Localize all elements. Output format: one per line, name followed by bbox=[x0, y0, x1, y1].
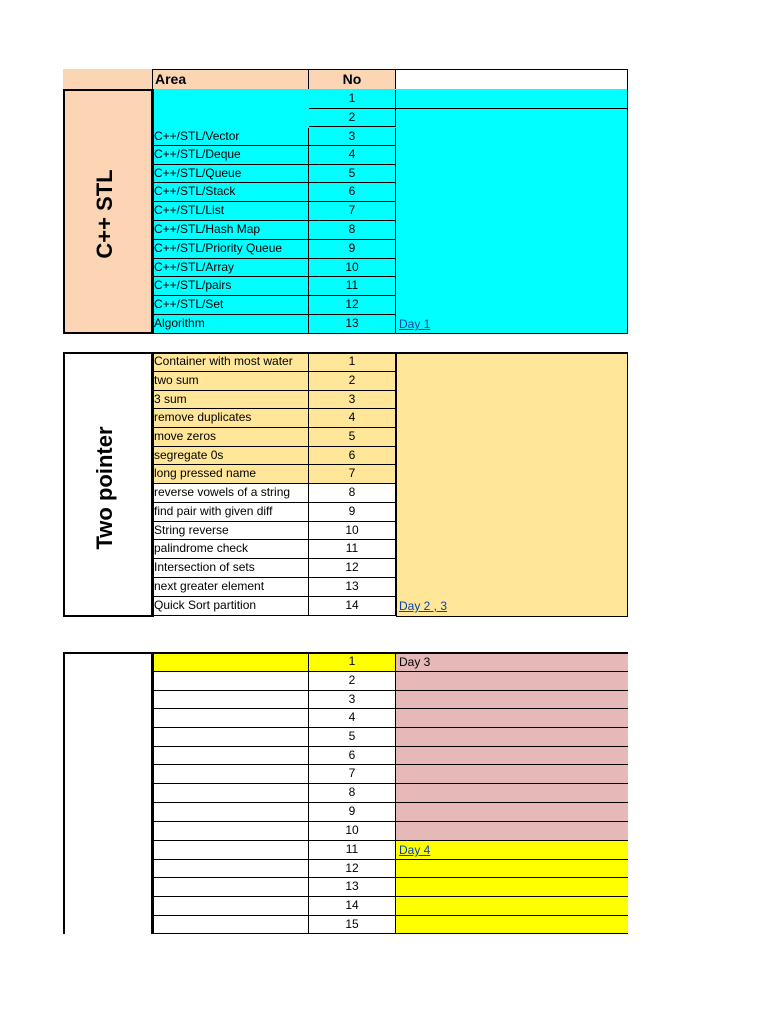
row-no: 7 bbox=[309, 465, 396, 484]
row-area: find pair with given diff bbox=[153, 503, 309, 522]
row-area: C++/STL/Vector bbox=[153, 128, 309, 146]
row-area: C++/STL/Priority Queue bbox=[153, 240, 309, 259]
row-no: 2 bbox=[309, 372, 396, 391]
row-no: 11 bbox=[309, 540, 396, 559]
notes-divider bbox=[396, 859, 628, 860]
row-area bbox=[153, 860, 309, 878]
row-area bbox=[153, 765, 309, 784]
row-area bbox=[153, 728, 309, 747]
row-no: 11 bbox=[309, 277, 396, 296]
row-no: 13 bbox=[309, 315, 396, 334]
notes-divider bbox=[396, 764, 628, 765]
row-no: 13 bbox=[309, 878, 396, 897]
row-no: 6 bbox=[309, 183, 396, 202]
row-no: 14 bbox=[309, 597, 396, 616]
row-area: next greater element bbox=[153, 578, 309, 597]
row-area bbox=[153, 803, 309, 822]
day-3-label: Day 3 bbox=[399, 655, 431, 669]
row-area: C++/STL/Hash Map bbox=[153, 221, 309, 240]
header-no: No bbox=[308, 69, 396, 90]
row-area: C++/STL/Queue bbox=[153, 165, 309, 183]
notes-divider bbox=[396, 783, 628, 784]
row-no: 2 bbox=[309, 672, 396, 691]
row-no: 15 bbox=[309, 916, 396, 934]
day-1-link[interactable]: Day 1 bbox=[399, 317, 431, 331]
row-area: C++/STL/Set bbox=[153, 296, 309, 315]
row-area: C++/STL/List bbox=[153, 202, 309, 221]
row-area: C++/STL/pairs bbox=[153, 277, 309, 296]
row-no: 5 bbox=[309, 428, 396, 447]
row-area bbox=[153, 672, 309, 691]
row-area bbox=[153, 691, 309, 709]
row-area bbox=[153, 747, 309, 765]
row-no: 6 bbox=[309, 447, 396, 465]
header-area: Area bbox=[152, 69, 309, 90]
row-no: 9 bbox=[309, 803, 396, 822]
row-no: 4 bbox=[309, 409, 396, 428]
notes-divider bbox=[396, 915, 628, 916]
notes-divider bbox=[396, 802, 628, 803]
row-area: long pressed name bbox=[153, 465, 309, 484]
notes-divider bbox=[396, 708, 628, 709]
section-title-box bbox=[63, 652, 153, 934]
row-no: 12 bbox=[309, 296, 396, 315]
row-area: segregate 0s bbox=[153, 447, 309, 465]
row-area: Quick Sort partition bbox=[153, 597, 309, 616]
row-no: 13 bbox=[309, 578, 396, 597]
row-no: 3 bbox=[309, 391, 396, 409]
notes-divider bbox=[396, 671, 628, 672]
row-area bbox=[153, 897, 309, 916]
row-area: C++/STL/Deque bbox=[153, 146, 309, 165]
notes-divider bbox=[396, 933, 628, 934]
notes-divider bbox=[396, 877, 628, 878]
row-area: C++/STL/Stack bbox=[153, 183, 309, 202]
day-4-link[interactable]: Day 4 bbox=[399, 843, 431, 857]
row-area: Intersection of sets bbox=[153, 559, 309, 578]
row-no: 12 bbox=[309, 559, 396, 578]
row-no: 4 bbox=[309, 709, 396, 728]
row-area bbox=[153, 709, 309, 728]
row-no: 5 bbox=[309, 728, 396, 747]
row-no: 3 bbox=[309, 691, 396, 709]
row-area bbox=[153, 916, 309, 934]
section-title bbox=[92, 707, 118, 867]
day-2-3-link[interactable]: Day 2 , 3 bbox=[399, 599, 448, 613]
notes-divider bbox=[396, 896, 628, 897]
row-no: 3 bbox=[309, 128, 396, 146]
row-no: 5 bbox=[309, 165, 396, 183]
row-area: palindrome check bbox=[153, 540, 309, 559]
row-no: 10 bbox=[309, 259, 396, 277]
row-area: remove duplicates bbox=[153, 409, 309, 428]
row-area bbox=[153, 784, 309, 803]
notes-divider bbox=[396, 840, 628, 841]
row-no: 12 bbox=[309, 860, 396, 878]
notes-divider bbox=[396, 690, 628, 691]
row-area bbox=[153, 653, 309, 672]
row-area: move zeros bbox=[153, 428, 309, 447]
row-area: Algorithm bbox=[153, 315, 309, 334]
row-area bbox=[153, 878, 309, 897]
row-no: 7 bbox=[309, 202, 396, 221]
row-no: 7 bbox=[309, 765, 396, 784]
row-no: 10 bbox=[309, 822, 396, 841]
row-no: 11 bbox=[309, 841, 396, 860]
row-no: 10 bbox=[309, 522, 396, 540]
notes-divider bbox=[396, 821, 628, 822]
row-area bbox=[153, 822, 309, 841]
row-no: 9 bbox=[309, 503, 396, 522]
row-no: 1 bbox=[309, 653, 396, 672]
row-no: 9 bbox=[309, 240, 396, 259]
yellow-notes-block bbox=[396, 840, 628, 934]
row-no: 4 bbox=[309, 146, 396, 165]
row-area: String reverse bbox=[153, 522, 309, 540]
section-title: Two pointer bbox=[92, 426, 117, 550]
row-no: 8 bbox=[309, 221, 396, 240]
row-no: 8 bbox=[309, 784, 396, 803]
notes-divider bbox=[396, 746, 628, 747]
row-area: reverse vowels of a string bbox=[153, 484, 309, 503]
row-area: 3 sum bbox=[153, 391, 309, 409]
row-no: 2 bbox=[309, 109, 396, 127]
row-no: 1 bbox=[309, 353, 396, 372]
section-title: C++ STL bbox=[92, 169, 117, 259]
row-area bbox=[153, 841, 309, 860]
notes-divider bbox=[396, 727, 628, 728]
row-no: 8 bbox=[309, 484, 396, 503]
row-no: 1 bbox=[309, 90, 396, 109]
row-no: 14 bbox=[309, 897, 396, 916]
row-area: Container with most water bbox=[153, 353, 309, 372]
row-area: two sum bbox=[153, 372, 309, 391]
row-area: C++/STL/Array bbox=[153, 259, 309, 277]
row-no: 6 bbox=[309, 747, 396, 765]
